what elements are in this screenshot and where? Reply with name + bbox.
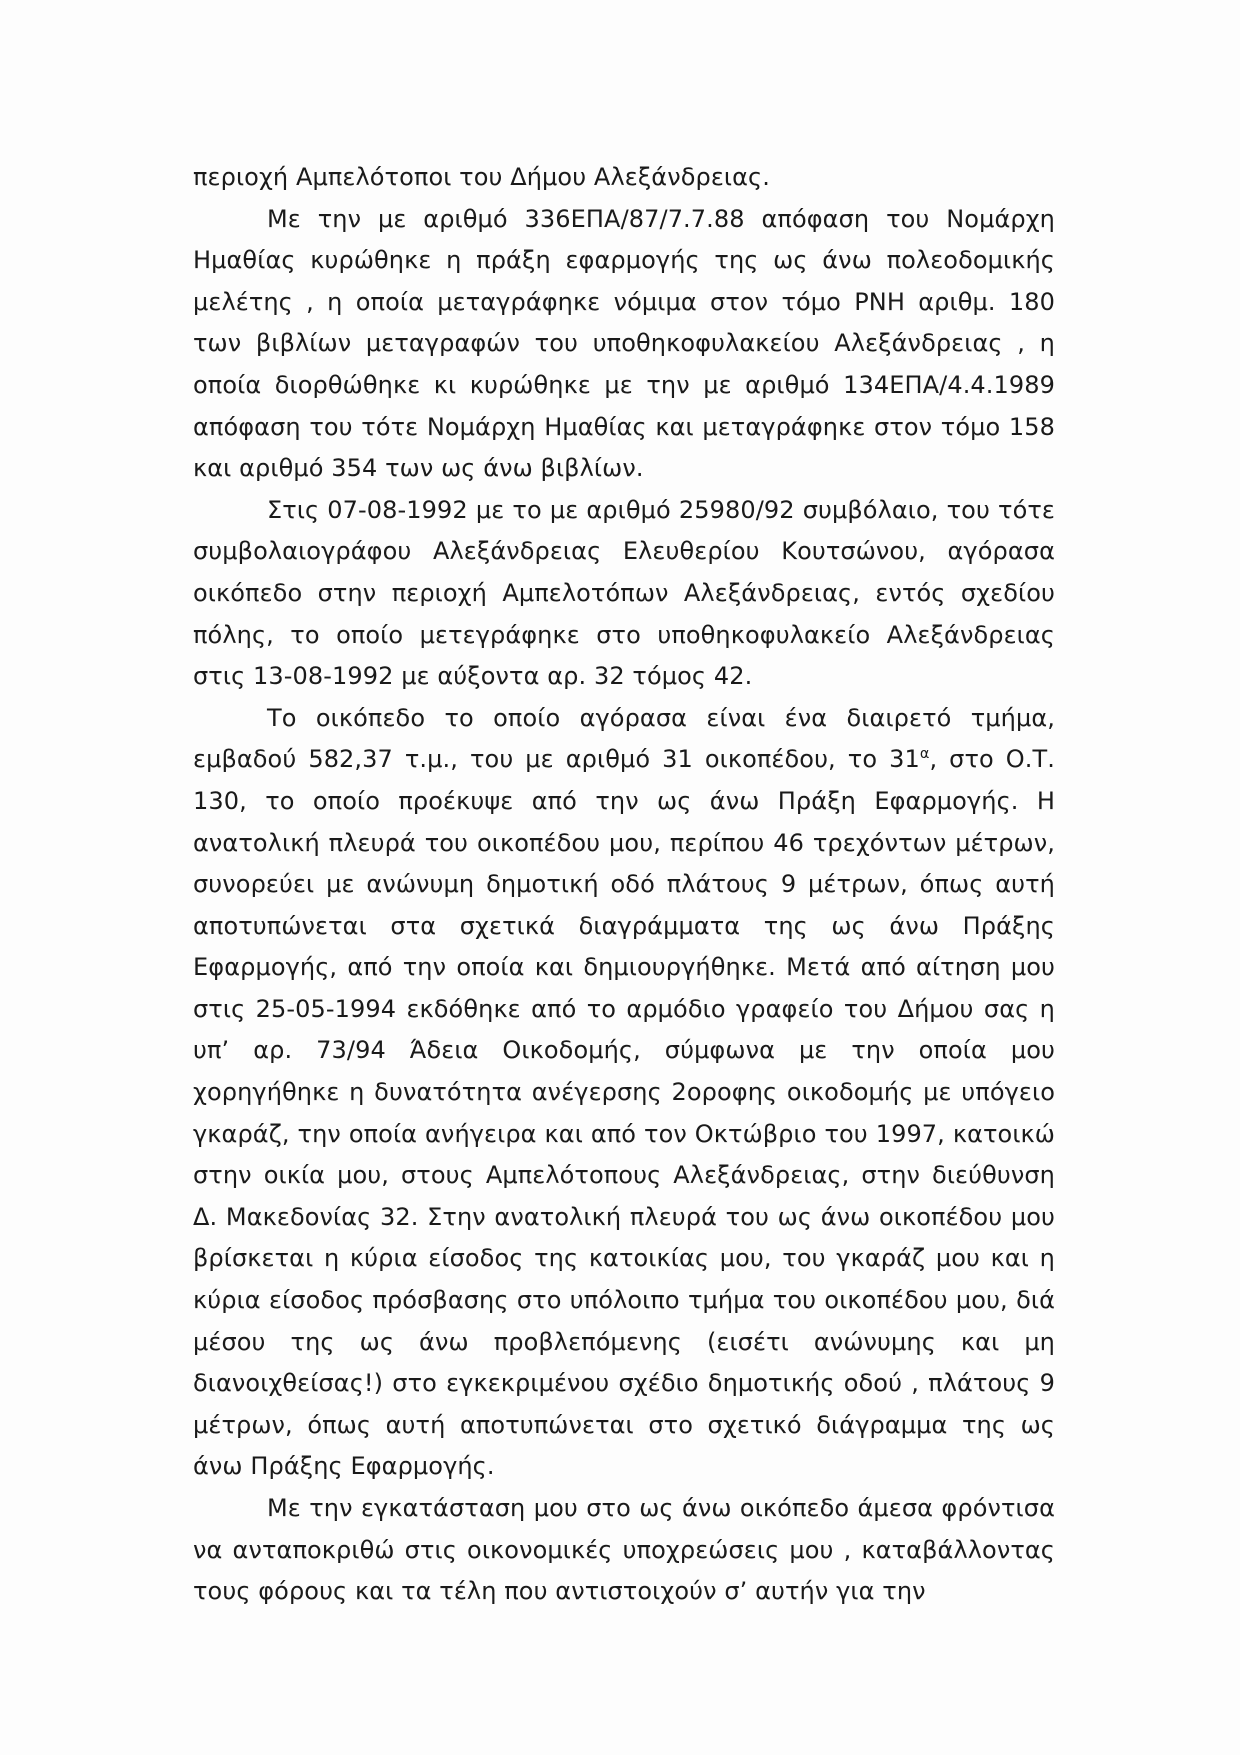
paragraph-plot-description	[193, 698, 1055, 1488]
paragraph-decision-ratification: Με την με αριθμό 336ΕΠΑ/87/7.7.88 απόφαση του Νομάρχη Ημαθίας κυρώθηκε η πράξη εφαρμογής της ως άνω πολεοδομικής μελέτης , η οποία μεταγράφηκε νόμιμα στον τόμο ΡΝΗ αριθμ. 180 των βιβλίων μεταγραφών του υποθηκοφυλακείου Αλεξάνδρειας , η οποία διορθώθηκε κι κυρώθηκε με την με αριθμό 134ΕΠΑ/4.4.1989 απόφαση του τότε Νομάρχη Ημαθίας και μεταγράφηκε στον τόμο 158 και αριθμό 354 των ως άνω βιβλίων.	[193, 204, 1055, 483]
document-body	[193, 157, 1055, 1613]
paragraph-continuation: περιοχή Αμπελότοποι του Δήμου Αλεξάνδρειας.	[193, 163, 770, 191]
plot-text-before: Το οικόπεδο το οποίο αγόρασα είναι ένα διαιρετό τμήμα, εμβαδού 582,37 τ.μ., του με αριθμό 31 οικοπέδου, το 31	[193, 703, 1055, 774]
plot-text-after: , στο Ο.Τ. 130, το οποίο προέκυψε από την ως άνω Πράξη Εφαρμογής. Η ανατολική πλευρά του οικοπέδου μου, περίπου 46 τρεχόντων μέτρων, συνορεύει με ανώνυμη δημοτική οδό πλάτους 9 μέτρων, όπως αυτή αποτυπώνεται στα σχετικά διαγράμματα της ως άνω Πράξης Εφαρμογής, από την οποία και δημιουργήθηκε. Μετά από αίτηση μου στις 25-05-1994 εκδόθηκε από το αρμόδιο γραφείο του Δήμου σας η υπ’ αρ. 73/94 Άδεια Οικοδομής, σύμφωνα με την οποία μου χορηγήθηκε η δυνατότητα ανέγερσης 2οροφης οικοδομής με υπόγειο γκαράζ, την οποία ανήγειρα και από τον Οκτώβριο του 1997, κατοικώ στην οικία μου, στους Αμπελότοπους Αλεξάνδρειας, στην διεύθυνση Δ. Μακεδονίας 32. Στην ανατολική πλευρά του ως άνω οικοπέδου μου βρίσκεται η κύρια είσοδος της κατοικίας μου, του γκαράζ μου και η κύρια είσοδος πρόσβασης στο υπόλοιπο τμήμα του οικοπέδου μου, διά μέσου της ως άνω προβλεπόμενης (εισέτι ανώνυμης και μη διανοιχθείσας!) στο εγκεκριμένου σχέδιο δημοτικής οδού , πλάτους 9 μέτρων, όπως αυτή αποτυπώνεται στο σχετικό διάγραμμα της ως άνω Πράξης Εφαρμογής.	[193, 745, 1055, 1481]
plot-superscript: α	[919, 746, 930, 763]
paragraph-financial-obligations: Με την εγκατάσταση μου στο ως άνω οικόπεδο άμεσα φρόντισα να ανταποκριθώ στις οικονομικές υποχρεώσεις μου , καταβάλλοντας τους φόρους και τα τέλη που αντιστοιχούν σ’ αυτήν για την	[193, 1494, 1055, 1606]
paragraph-purchase-contract: Στις 07-08-1992 με το με αριθμό 25980/92 συμβόλαιο, του τότε συμβολαιογράφου Αλεξάνδρειας Ελευθερίου Κουτσώνου, αγόρασα οικόπεδο στην περιοχή Αμπελοτόπων Αλεξάνδρειας, εντός σχεδίου πόλης, το οποίο μετεγράφηκε στο υποθηκοφυλακείο Αλεξάνδρειας στις 13-08-1992 με αύξοντα αρ. 32 τόμος 42.	[193, 495, 1055, 691]
